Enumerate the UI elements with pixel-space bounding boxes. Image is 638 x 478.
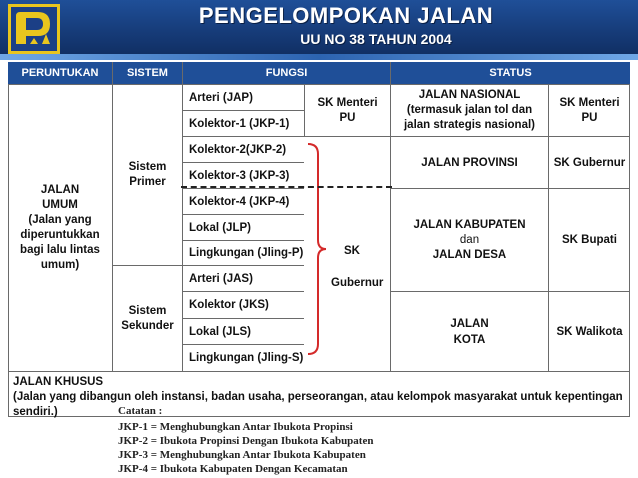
status-line: JALAN [450,317,489,330]
status-jalan-kota [390,291,548,371]
fungsi-row: Lokal (JLP) [182,214,304,240]
header-stripe [0,54,638,60]
status-line: jalan strategis nasional) [403,119,535,131]
col-header-peruntukan: PERUNTUKAN [8,62,112,84]
catatan-title: Catatan : [118,405,163,417]
sistem-line: Primer [129,176,166,188]
peruntukan-line: umum) [40,259,80,271]
gubernur-bracket-icon [304,140,328,358]
sistem-line: Sekunder [121,319,174,332]
khusus-line: sendiri.) [13,406,58,418]
status-line: dan [459,233,480,246]
authority-line: PU [339,111,356,124]
fungsi-row: Lokal (JLS) [182,318,304,344]
page-subtitle: UU NO 38 TAHUN 2004 [300,31,452,47]
status-line: (termasuk jalan tol dan [406,104,533,116]
catatan-note: JKP-1 = Menghubungkan Antar Ibukota Propinsi [118,421,353,433]
fungsi-row: Kolektor-3 (JKP-3) [182,162,304,188]
fungsi-row: Kolektor-2(JKP-2) [182,136,304,162]
peruntukan-line: JALAN [40,184,80,196]
col-header-status: STATUS [390,62,630,84]
peruntukan-line: UMUM [42,199,78,211]
status-jalan-nasional [390,84,548,136]
fungsi-row: Lingkungan (Jling-P) [182,240,304,265]
peruntukan-line: bagi lalu lintas [20,244,100,256]
col-header-fungsi: FUNGSI [182,62,390,84]
sk-gubernur: SK Gubernur [548,136,630,188]
sk-bupati: SK Bupati [548,188,630,291]
fungsi-row: Kolektor (JKS) [182,291,304,318]
status-jalan-kabupaten-desa [390,188,548,291]
status-line: JALAN DESA [432,248,507,261]
sistem-line: Sistem [128,304,167,317]
fungsi-row: Arteri (JAS) [182,265,304,291]
fungsi-row: Arteri (JAP) [182,84,304,110]
catatan-note: JKP-3 = Menghubungkan Antar Ibukota Kabupaten [118,449,366,461]
fungsi-row: Lingkungan (Jling-S) [182,344,304,371]
sistem-line: Sistem [128,161,167,173]
fungsi-row: Kolektor-4 (JKP-4) [182,188,304,214]
peruntukan-line: diperuntukkan [20,229,100,241]
khusus-line: (Jalan yang dibangun oleh instansi, badan usaha, perseorangan, atau kelompok masyarakat untuk kepentingan [13,391,623,403]
catatan-note: JKP-2 = Ibukota Propinsi Dengan Ibukota Kabupaten [118,435,374,447]
status-line: JALAN NASIONAL [418,89,521,101]
sistem-primer [112,84,182,265]
status-line: JALAN KABUPATEN [413,218,526,231]
authority-line: SK Menteri [317,96,378,109]
fungsi-row: Kolektor-1 (JKP-1) [182,110,304,136]
authority-gubernur-sk: SK [344,245,360,257]
authority-menteri-pu [304,84,390,136]
page-title: PENGELOMPOKAN JALAN [198,3,494,28]
col-header-sistem: SISTEM [112,62,182,84]
khusus-line: JALAN KHUSUS [13,376,104,388]
sk-menteri-pu [548,84,630,136]
primer-divider-dashed-line [181,186,392,188]
sk-line: SK Menteri [559,96,620,109]
peruntukan-jalan-umum [8,84,112,371]
authority-gubernur-name: Gubernur [331,277,384,289]
status-line: KOTA [453,333,486,346]
catatan-notes [112,404,632,476]
status-jalan-provinsi: JALAN PROVINSI [390,136,548,188]
sistem-sekunder [112,265,182,371]
sk-walikota: SK Walikota [548,291,630,371]
sk-line: PU [581,111,598,124]
catatan-note: JKP-4 = Ibukota Kabupaten Dengan Kecamatan [118,463,348,475]
ministry-logo-icon [8,4,60,54]
peruntukan-line: (Jalan yang [28,214,92,226]
